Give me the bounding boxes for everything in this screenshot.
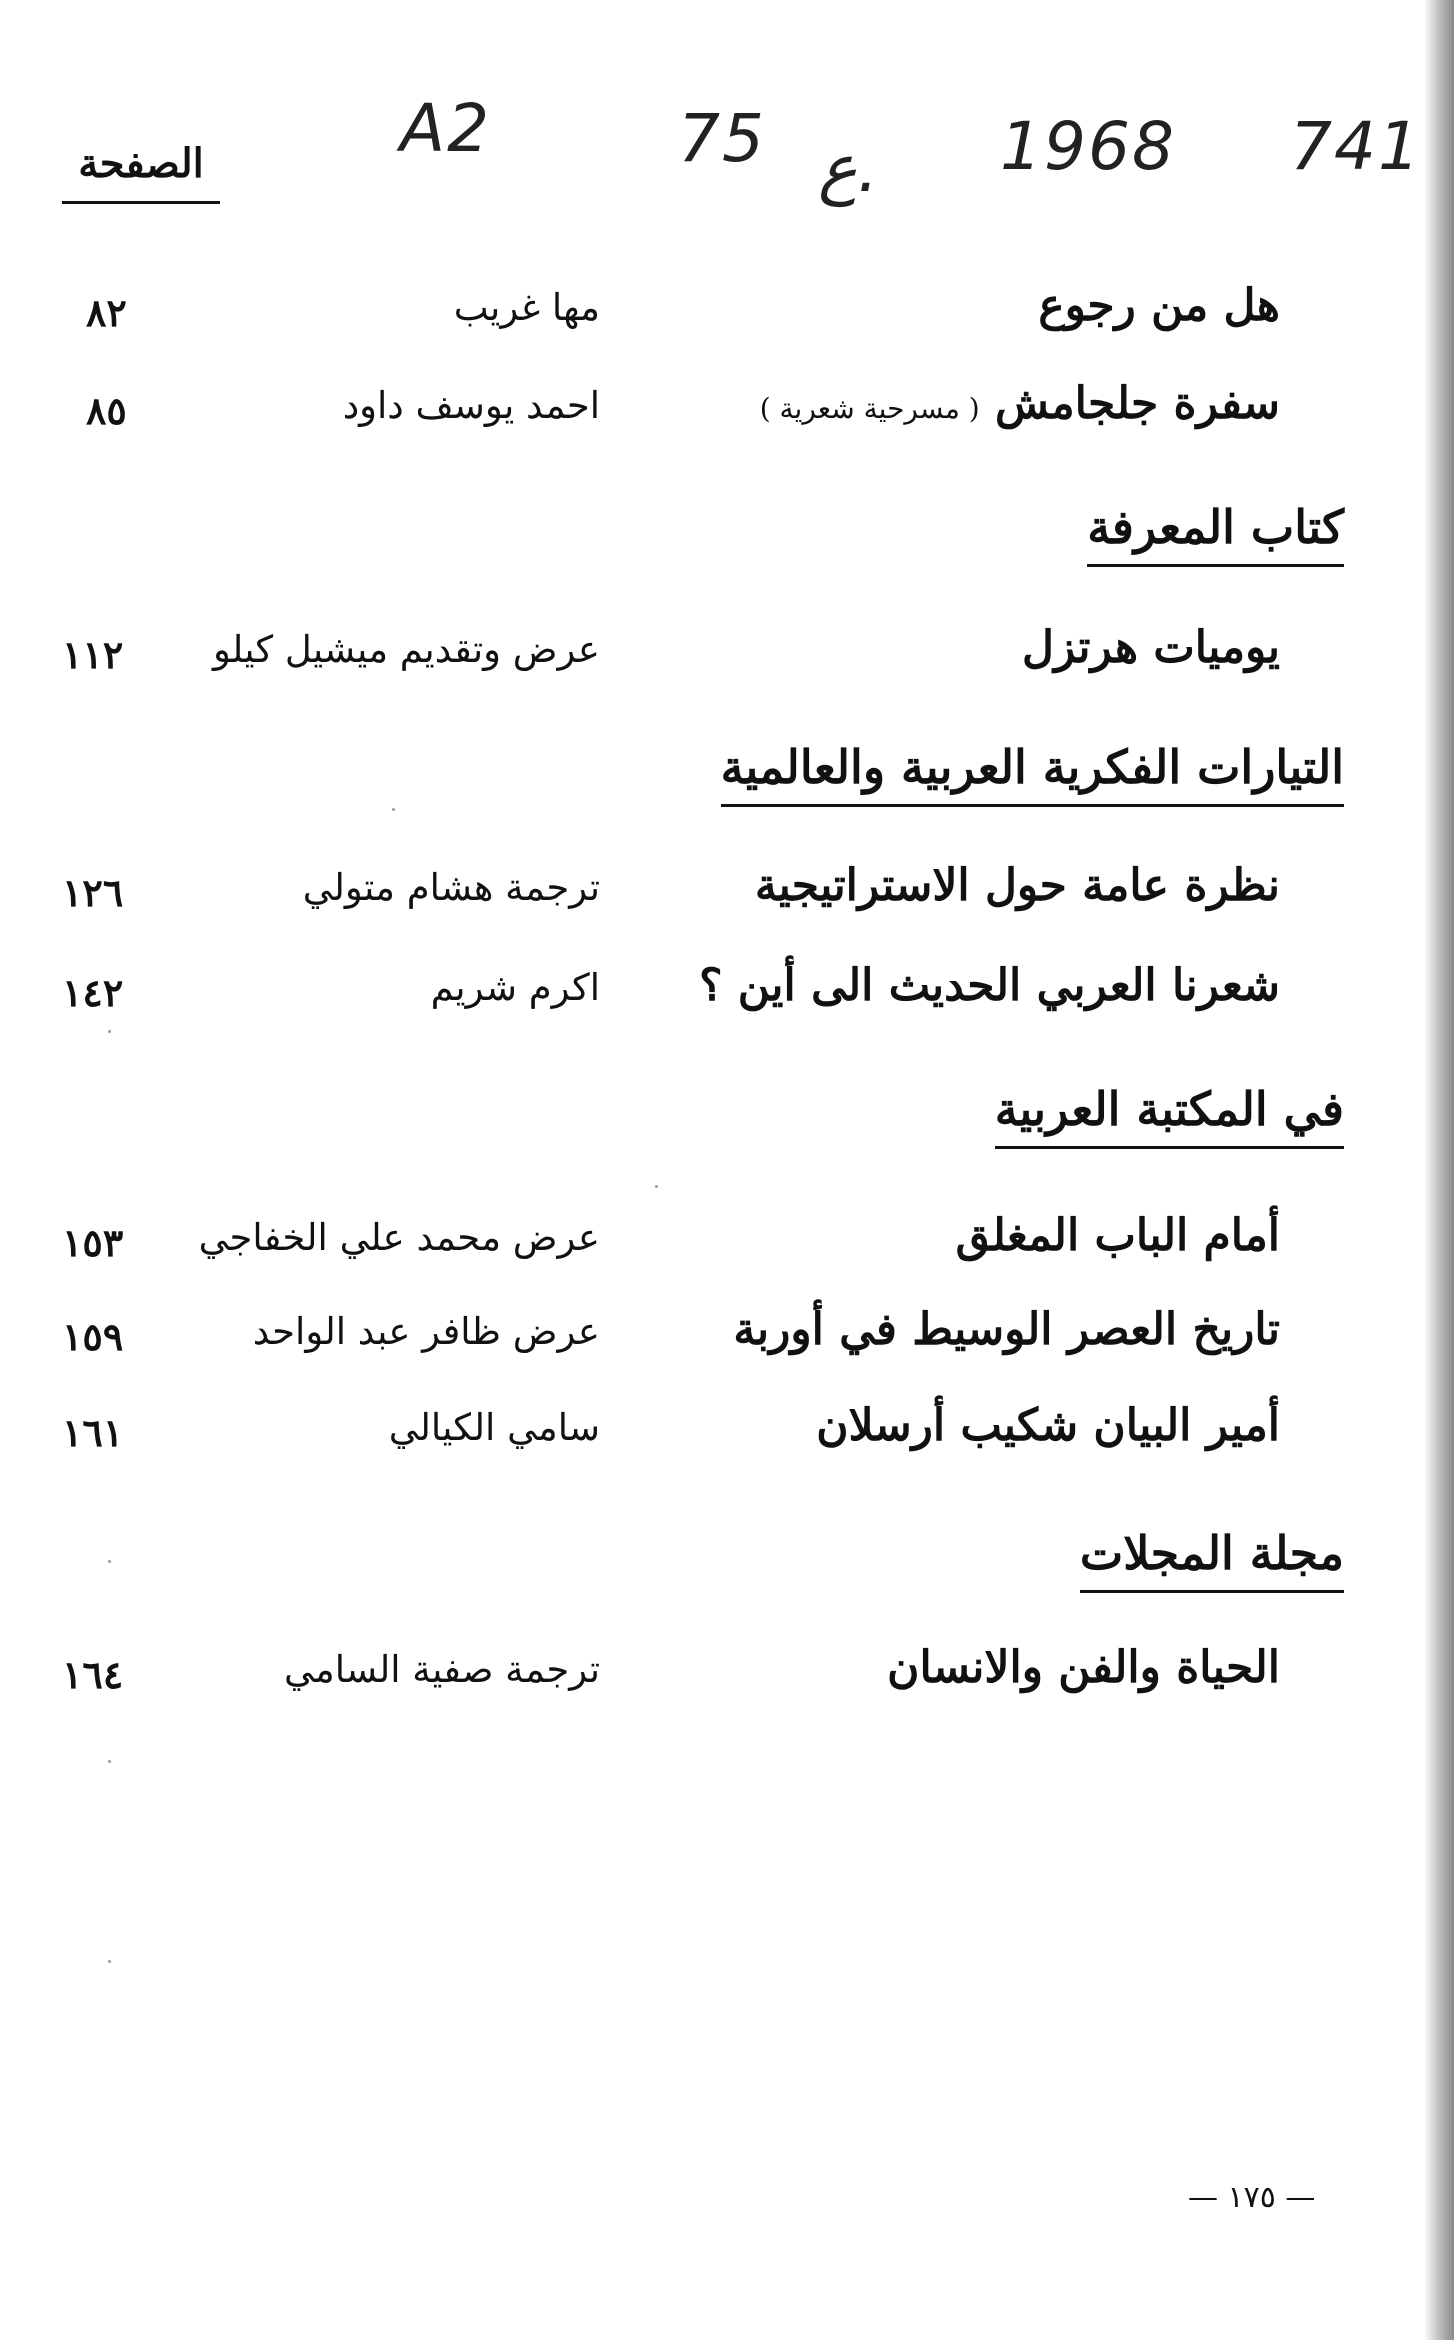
scan-speck <box>108 1030 111 1033</box>
section-heading: في المكتبة العربية <box>995 1082 1344 1149</box>
handwritten-code-a2: A2 <box>400 90 492 167</box>
entry-title: أمام الباب المغلق <box>955 1210 1280 1261</box>
entry-title <box>760 378 1280 429</box>
scan-speck <box>108 1560 111 1563</box>
scan-speck <box>655 1185 658 1188</box>
entry-author: عرض محمد علي الخفاجي <box>198 1216 600 1259</box>
entry-author: عرض وتقديم ميشيل كيلو <box>212 628 600 671</box>
entry-title: أمير البيان شكيب أرسلان <box>816 1400 1280 1451</box>
entry-author: مها غريب <box>453 286 600 329</box>
scan-edge-shadow <box>1424 0 1454 2340</box>
handwritten-code-ain: ع. <box>818 130 879 207</box>
footer-page-number: — ١٧٥ — <box>1188 2180 1316 2215</box>
handwritten-number: 741 <box>1290 108 1422 185</box>
entry-title: هل من رجوع <box>1038 280 1280 331</box>
entry-title-note: ( مسرحية شعرية ) <box>759 392 980 425</box>
entry-author: ترجمة هشام متولي <box>302 866 600 909</box>
entry-author: عرض ظافر عبد الواحد <box>252 1310 600 1353</box>
entry-page: ١٦١ <box>62 1410 124 1455</box>
entry-title: نظرة عامة حول الاستراتيجية <box>754 860 1280 911</box>
section-heading: مجلة المجلات <box>1080 1526 1344 1593</box>
scan-speck <box>108 1960 111 1963</box>
entry-page: ١٤٢ <box>62 970 124 1015</box>
page-column-header: الصفحة <box>62 140 220 204</box>
entry-author: احمد يوسف داود <box>342 384 600 427</box>
entry-page: ١٦٤ <box>62 1652 124 1697</box>
entry-title: شعرنا العربي الحديث الى أين ؟ <box>699 960 1280 1011</box>
section-heading: التيارات الفكرية العربية والعالمية <box>721 740 1344 807</box>
entry-title: الحياة والفن والانسان <box>887 1642 1280 1693</box>
entry-page: ١٥٩ <box>62 1314 124 1359</box>
entry-title: يوميات هرتزل <box>1022 622 1280 673</box>
entry-page: ١٥٣ <box>62 1220 124 1265</box>
entry-author: ترجمة صفية السامي <box>284 1648 600 1691</box>
section-heading: كتاب المعرفة <box>1087 500 1344 567</box>
entry-title: تاريخ العصر الوسيط في أوربة <box>733 1304 1280 1355</box>
entry-page: ١٢٦ <box>62 870 124 915</box>
entry-page: ١١٢ <box>62 632 124 677</box>
entry-title-text: سفرة جلجامش <box>994 378 1280 429</box>
entry-author: اكرم شريم <box>430 966 600 1009</box>
handwritten-code-75: 75 <box>678 100 766 177</box>
entry-page: ٨٢ <box>86 290 127 335</box>
entry-page: ٨٥ <box>86 388 127 433</box>
scan-speck <box>108 1760 111 1763</box>
entry-author: سامي الكيالي <box>388 1406 600 1449</box>
handwritten-year: 1968 <box>1000 108 1176 185</box>
scan-speck <box>392 808 395 811</box>
